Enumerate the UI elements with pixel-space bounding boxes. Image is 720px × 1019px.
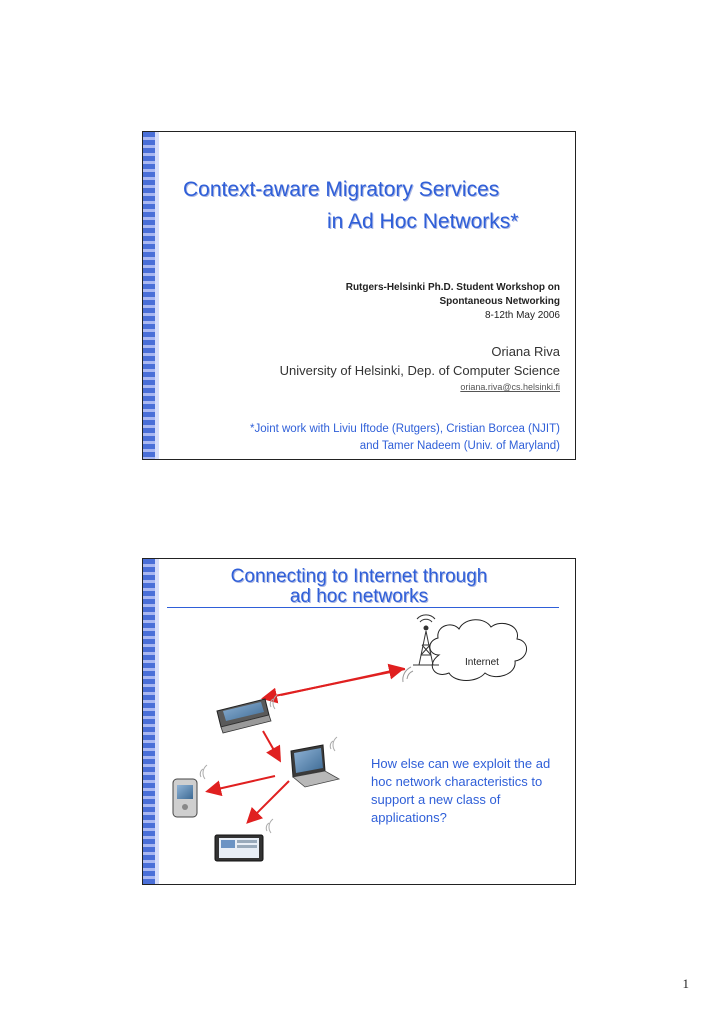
joint-work-line-1: *Joint work with Liviu Iftode (Rutgers), Cristian Borcea (NJIT) [250,423,560,435]
network-diagram [143,559,575,884]
internet-label: Internet [465,657,499,668]
communicator-device-icon [217,695,277,733]
slide-side-band [143,132,155,459]
author-email: oriana.riva@cs.helsinki.fi [460,382,560,392]
slide-title-line-2: in Ad Hoc Networks* [327,210,519,233]
workshop-name-line-2: Spontaneous Networking [439,296,560,307]
workshop-name-line-1: Rutgers-Helsinki Ph.D. Student Workshop on [345,282,560,293]
slide-side-band-inner [155,132,159,459]
question-text: How else can we exploit the ad hoc network characteristics to support a new class of applications? [371,756,551,825]
title-slide [142,131,576,460]
internet-cloud-icon [430,620,527,681]
mobile-phone-icon [173,765,207,817]
workshop-date: 8-12th May 2006 [484,310,560,321]
tablet-device-icon [215,819,273,861]
slide-title-line-2: ad hoc networks [289,586,429,607]
author-affiliation: University of Helsinki, Dep. of Computer Science [279,363,560,378]
slide-title-line-1: Context-aware Migratory Services [183,178,500,201]
laptop-icon [291,737,339,787]
author-name: Oriana Riva [491,344,560,359]
slide-title-line-1: Connecting to Internet through [230,566,488,587]
joint-work-line-2: and Tamer Nadeem (Univ. of Maryland) [359,440,560,452]
page-number: 1 [682,976,689,991]
network-slide [142,558,576,885]
